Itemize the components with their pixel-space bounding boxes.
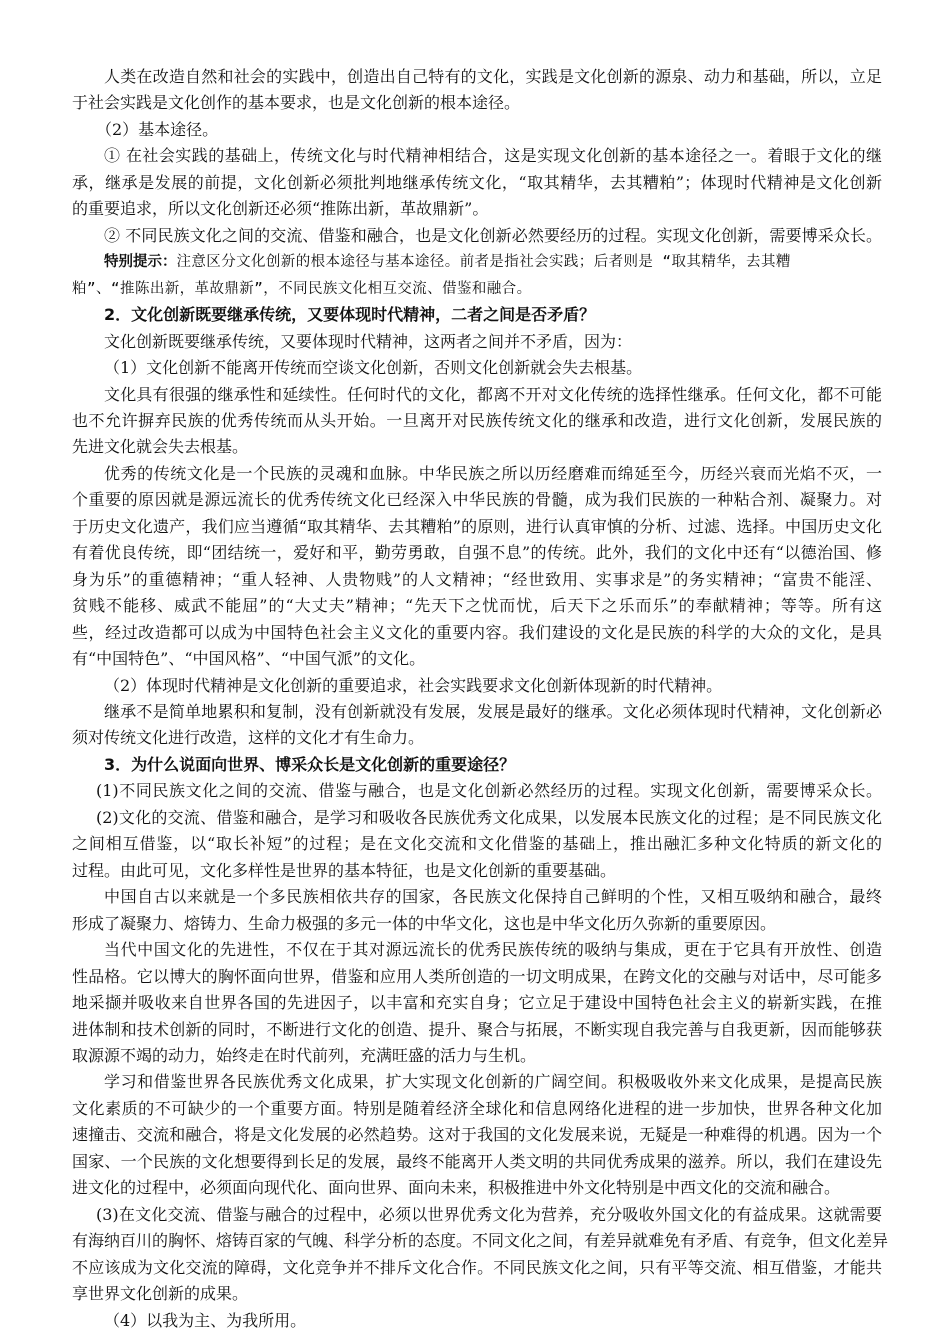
paragraph-line: 个重要的原因就是源远流长的优秀传统文化已经深入中华民族的骨髓，成为我们民族的一种粘合剂、凝聚力。对 <box>72 490 882 510</box>
paragraph-line: 当代中国文化的先进性，不仅在于其对源远流长的优秀民族传统的吸纳与集成，更在于它具有开放性、创造 <box>104 940 882 960</box>
paragraph-line: 享世界文化创新的成果。 <box>72 1284 249 1304</box>
section-heading: 2．文化创新既要继承传统，又要体现时代精神，二者之间是否矛盾？ <box>104 305 596 325</box>
paragraph-line: 形成了凝聚力、熔铸力、生命力极强的多元一体的中华文化，这也是中华文化历久弥新的重要原因。 <box>72 913 777 933</box>
list-item: (2)文化的交流、借鉴和融合，是学习和吸收各民族优秀文化成果，以发展本民族文化的过程；是不同民族文化 <box>96 807 882 827</box>
paragraph-line: 文化素质的不可缺少的一个重要方面。特别是随着经济全球化和信息网络化进程的进一步加快，世界各种文化加 <box>72 1098 882 1118</box>
paragraph-line: 的重要追求，所以文化创新还必须“推陈出新，革故鼎新”。 <box>72 199 489 219</box>
paragraph-line: 有“中国特色”、“中国风格”、“中国气派”的文化。 <box>72 649 426 669</box>
paragraph-line: 文化创新既要继承传统，又要体现时代精神，这两者之间并不矛盾，因为： <box>104 331 633 351</box>
paragraph-line: 于社会实践是文化创作的基本要求，也是文化创新的根本途径。 <box>72 93 521 113</box>
paragraph-line: 有海纳百川的胸怀、熔铸百家的气魄、科学分析的态度。不同文化之间，有差异就难免有矛盾、有竞争，但文化差异 <box>72 1231 889 1251</box>
list-item: （2）体现时代精神是文化创新的重要追求，社会实践要求文化创新体现新的时代精神。 <box>104 675 723 695</box>
paragraph-line: ② 不同民族文化之间的交流、借鉴和融合，也是文化创新必然要经历的过程。实现文化创新，需要博采众长。 <box>104 225 882 245</box>
paragraph-line: 优秀的传统文化是一个民族的灵魂和血脉。中华民族之所以历经磨难而绵延至今，历经兴衰而光焰不灭，一 <box>104 463 882 483</box>
paragraph-line: 继承不是简单地累积和复制，没有创新就没有发展，发展是最好的继承。文化必须体现时代精神，文化创新必 <box>104 702 882 721</box>
paragraph-line: 速撞击、交流和融合，将是文化发展的必然趋势。这对于我国的文化发展来说，无疑是一种难得的机遇。因为一个 <box>72 1125 882 1145</box>
paragraph-line: 承，继承是发展的前提，文化创新必须批判地继承传统文化，“取其精华，去其糟粕”；体现时代精神是文化创新 <box>72 172 882 192</box>
paragraph-line: 贫贱不能移、威武不能屈”的“大丈夫”精神；“先天下之忧而忧，后天下之乐而乐”的奉献精神；等等。所有这 <box>72 596 882 616</box>
paragraph-line: 文化具有很强的继承性和延续性。任何时代的文化，都离不开对文化传统的选择性继承。任何文化，都不可能 <box>104 384 882 404</box>
list-item: (1)不同民族文化之间的交流、借鉴与融合，也是文化创新必然经历的过程。实现文化创新，需要博采众长。 <box>96 781 882 801</box>
paragraph-line: 先进文化就会失去根基。 <box>72 437 249 457</box>
special-note-text: 注意区分文化创新的根本途径与基本途径。前者是指社会实践；后者则是 “取其精华，去其糟 <box>176 254 791 271</box>
list-item: （2）基本途径。 <box>96 119 219 139</box>
paragraph-line: ① 在社会实践的基础上，传统文化与时代精神相结合，这是实现文化创新的基本途径之一。着眼于文化的继 <box>104 146 882 166</box>
paragraph-line: 国家、一个民族的文化想要得到长足的发展，最终不能离开人类文明的共同优秀成果的滋养。所以，我们在建设先 <box>72 1151 882 1171</box>
section-heading: 3．为什么说面向世界、博采众长是文化创新的重要途径？ <box>104 754 516 774</box>
paragraph-line: 进体制和技术创新的同时，不断进行文化的创造、提升、聚合与拓展，不断实现自我完善与自我更新，因而能够获 <box>72 1019 882 1039</box>
paragraph-line: 取源源不竭的动力，始终走在时代前列，充满旺盛的活力与生机。 <box>72 1045 537 1065</box>
special-note-line: 粕”、“推陈出新，革故鼎新”，不同民族文化相互交流、借鉴和融合。 <box>72 280 532 297</box>
list-item: （4）以我为主、为我所用。 <box>104 1310 307 1330</box>
paragraph-line: (3)在文化交流、借鉴与融合的过程中，必须以世界优秀文化为营养，充分吸收外国文化的有益成果。这就需要 <box>96 1204 882 1224</box>
paragraph-line: 须对传统文化进行改造，这样的文化才有生命力。 <box>72 728 425 748</box>
paragraph-line: 于历史文化遗产，我们应当遵循“取其精华、去其糟粕”的原则，进行认真审慎的分析、过滤、选择。中国历史文化 <box>72 516 882 536</box>
paragraph-line: 身为乐”的重德精神；“重人轻神、人贵物贱”的人文精神；“经世致用、实事求是”的务实精神；“富贵不能淫、 <box>72 569 882 589</box>
paragraph-line: 地采撷并吸收来自世界各国的先进因子，以丰富和充实自身；它立足于建设中国特色社会主义的崭新实践，在推 <box>72 993 882 1013</box>
paragraph-line: 中国自古以来就是一个多民族相依共存的国家，各民族文化保持自己鲜明的个性，又相互吸纳和融合，最终 <box>104 887 882 907</box>
special-note-label: 特别提示： <box>104 254 177 271</box>
paragraph-line: 之间相互借鉴，以“取长补短”的过程；是在文化交流和文化借鉴的基础上，推出融汇多种文化特质的新文化的 <box>72 834 882 854</box>
paragraph-line: 进文化的过程中，必须面向现代化、面向世界、面向未来，积极推进中外文化特别是中西文化的交流和融合。 <box>72 1178 841 1198</box>
paragraph-line: 性品格。它以博大的胸怀面向世界，借鉴和应用人类所创造的一切文明成果，在跨文化的交融与对话中，尽可能多 <box>72 966 882 986</box>
paragraph-line: 有着优良传统，即“团结统一，爱好和平，勤劳勇敢，自强不息”的传统。此外，我们的文化中还有“以德治国、修 <box>72 543 882 563</box>
paragraph-line: 也不允许摒弃民族的优秀传统而从头开始。一旦离开对民族传统文化的继承和改造，进行文化创新，发展民族的 <box>72 410 882 430</box>
paragraph-line: 不应该成为文化交流的障碍，文化竞争并不排斥文化合作。不同民族文化之间，只有平等交流、相互借鉴，才能共 <box>72 1257 882 1277</box>
paragraph-line: 过程。由此可见，文化多样性是世界的基本特征，也是文化创新的重要基础。 <box>72 860 617 880</box>
list-item: （1）文化创新不能离开传统而空谈文化创新，否则文化创新就会失去根基。 <box>104 358 643 378</box>
special-note <box>104 249 882 275</box>
paragraph-line: 人类在改造自然和社会的实践中，创造出自己特有的文化，实践是文化创新的源泉、动力和基础，所以，立足 <box>104 67 882 86</box>
paragraph-line: 些，经过改造都可以成为中国特色社会主义文化的重要内容。我们建设的文化是民族的科学的大众的文化，是具 <box>72 622 882 642</box>
paragraph-line: 学习和借鉴世界各民族优秀文化成果，扩大实现文化创新的广阔空间。积极吸收外来文化成果，是提高民族 <box>104 1072 882 1092</box>
